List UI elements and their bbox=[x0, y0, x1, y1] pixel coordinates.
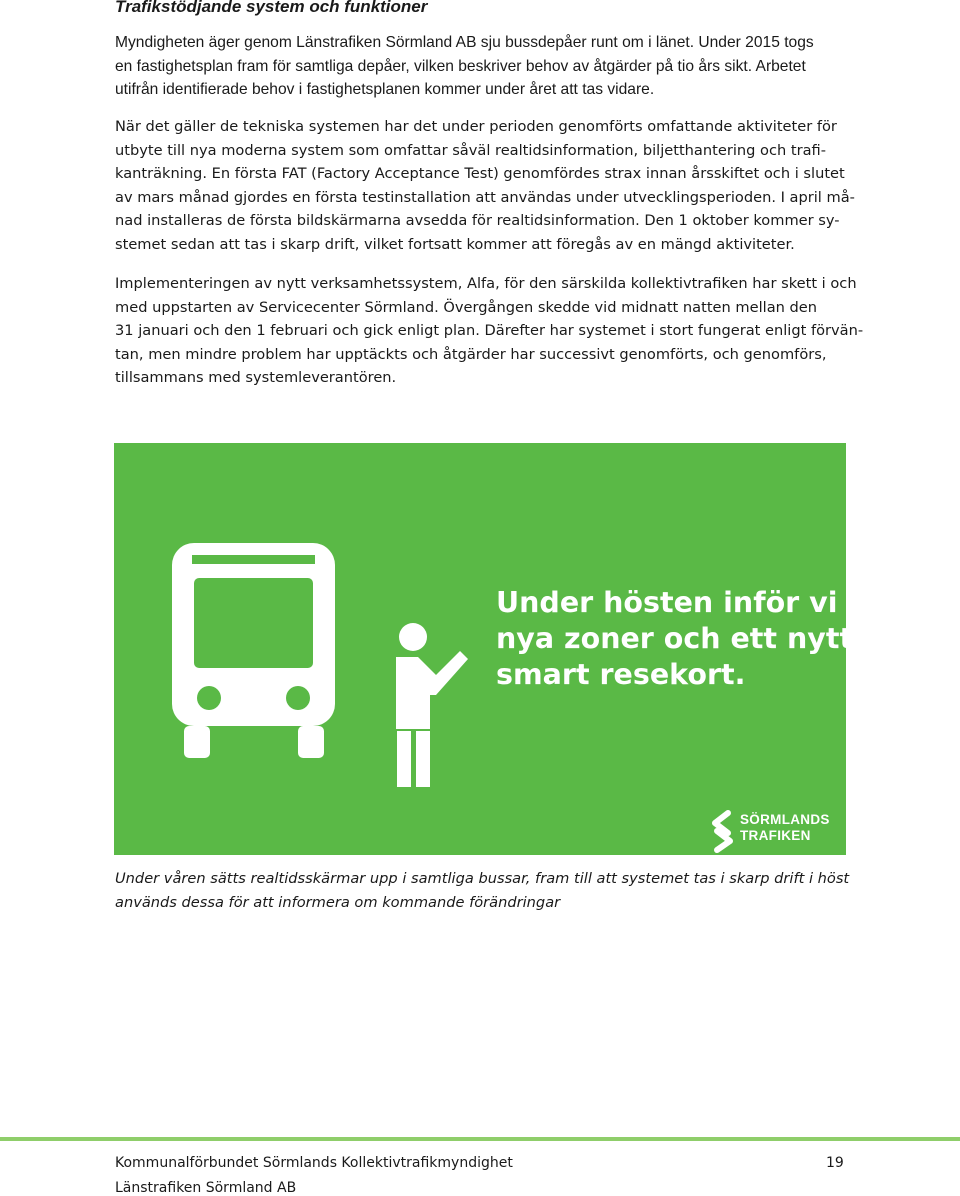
paragraph-alfa-system bbox=[115, 272, 864, 390]
paragraph-line: tan, men mindre problem har upptäckts och åtgärder har successivt genomförts, och genomförs, bbox=[115, 345, 827, 363]
bus-icon bbox=[172, 543, 335, 758]
paragraph-line: Myndigheten äger genom Länstrafiken Sörmland AB sju bussdepåer runt om i länet. Under 2015 togs bbox=[115, 34, 814, 51]
paragraph-technical-systems bbox=[115, 115, 855, 256]
banner-line: smart resekort. bbox=[496, 658, 746, 691]
person-pointing-icon bbox=[396, 623, 468, 787]
paragraph-line: 31 januari och den 1 februari och gick enligt plan. Därefter har systemet i stort fungerat enligt förvän- bbox=[115, 322, 864, 339]
footer-organization: Kommunalförbundet Sörmlands Kollektivtrafikmyndighet bbox=[115, 1155, 513, 1171]
caption-line: används dessa för att informera om kommande förändringar bbox=[115, 894, 561, 911]
paragraph-line: utifrån identifierade behov i fastighetsplanen kommer under året att tas vidare. bbox=[115, 81, 655, 98]
page-number: 19 bbox=[826, 1155, 844, 1171]
logo-line: SÖRMLANDS bbox=[740, 812, 830, 827]
paragraph-line: med uppstarten av Servicecenter Sörmland. Övergången skedde vid midnatt natten mellan den bbox=[115, 298, 818, 316]
paragraph-line: tillsammans med systemleverantören. bbox=[115, 369, 397, 386]
paragraph-line: nad installeras de första bildskärmarna avsedda för realtidsinformation. Den 1 oktober kommer sy- bbox=[115, 212, 840, 229]
paragraph-depots bbox=[115, 31, 845, 102]
brand-logo-text bbox=[740, 812, 830, 844]
banner-line: Under hösten inför vi bbox=[496, 586, 838, 619]
sormlandstrafiken-logo-icon bbox=[715, 813, 730, 850]
paragraph-line: stemet sedan att tas i skarp drift, vilket fortsatt kommer att föregås av en mängd aktiviteter. bbox=[115, 235, 795, 253]
section-heading: Trafikstödjande system och funktioner bbox=[115, 0, 428, 16]
footer-divider bbox=[0, 1137, 960, 1141]
image-caption bbox=[115, 867, 850, 915]
paragraph-line: av mars månad gjordes en första testinstallation att användas under utvecklingsperioden. I april må- bbox=[115, 188, 855, 206]
paragraph-line: en fastighetsplan fram för samtliga depåer, vilken beskriver behov av åtgärder på tio års sikt. Arbetet bbox=[115, 57, 806, 75]
banner-headline bbox=[496, 585, 853, 693]
footer-company: Länstrafiken Sörmland AB bbox=[115, 1180, 297, 1196]
paragraph-line: När det gäller de tekniska systemen har det under perioden genomförts omfattande aktiviteter för bbox=[115, 118, 837, 135]
paragraph-line: utbyte till nya moderna system som omfattar såväl realtidsinformation, biljetthantering och trafi- bbox=[115, 141, 826, 159]
paragraph-line: Implementeringen av nytt verksamhetssystem, Alfa, för den särskilda kollektivtrafiken har skett i och bbox=[115, 275, 857, 292]
logo-line: TRAFIKEN bbox=[740, 828, 811, 843]
caption-line: Under våren sätts realtidsskärmar upp i samtliga bussar, fram till att systemet tas i skarp drift i höst bbox=[115, 870, 850, 887]
banner-line: nya zoner och ett nytt bbox=[496, 622, 854, 655]
paragraph-line: kanträkning. En första FAT (Factory Acceptance Test) genomfördes strax innan årsskiftet och i slutet bbox=[115, 165, 845, 182]
promo-banner bbox=[114, 443, 854, 855]
